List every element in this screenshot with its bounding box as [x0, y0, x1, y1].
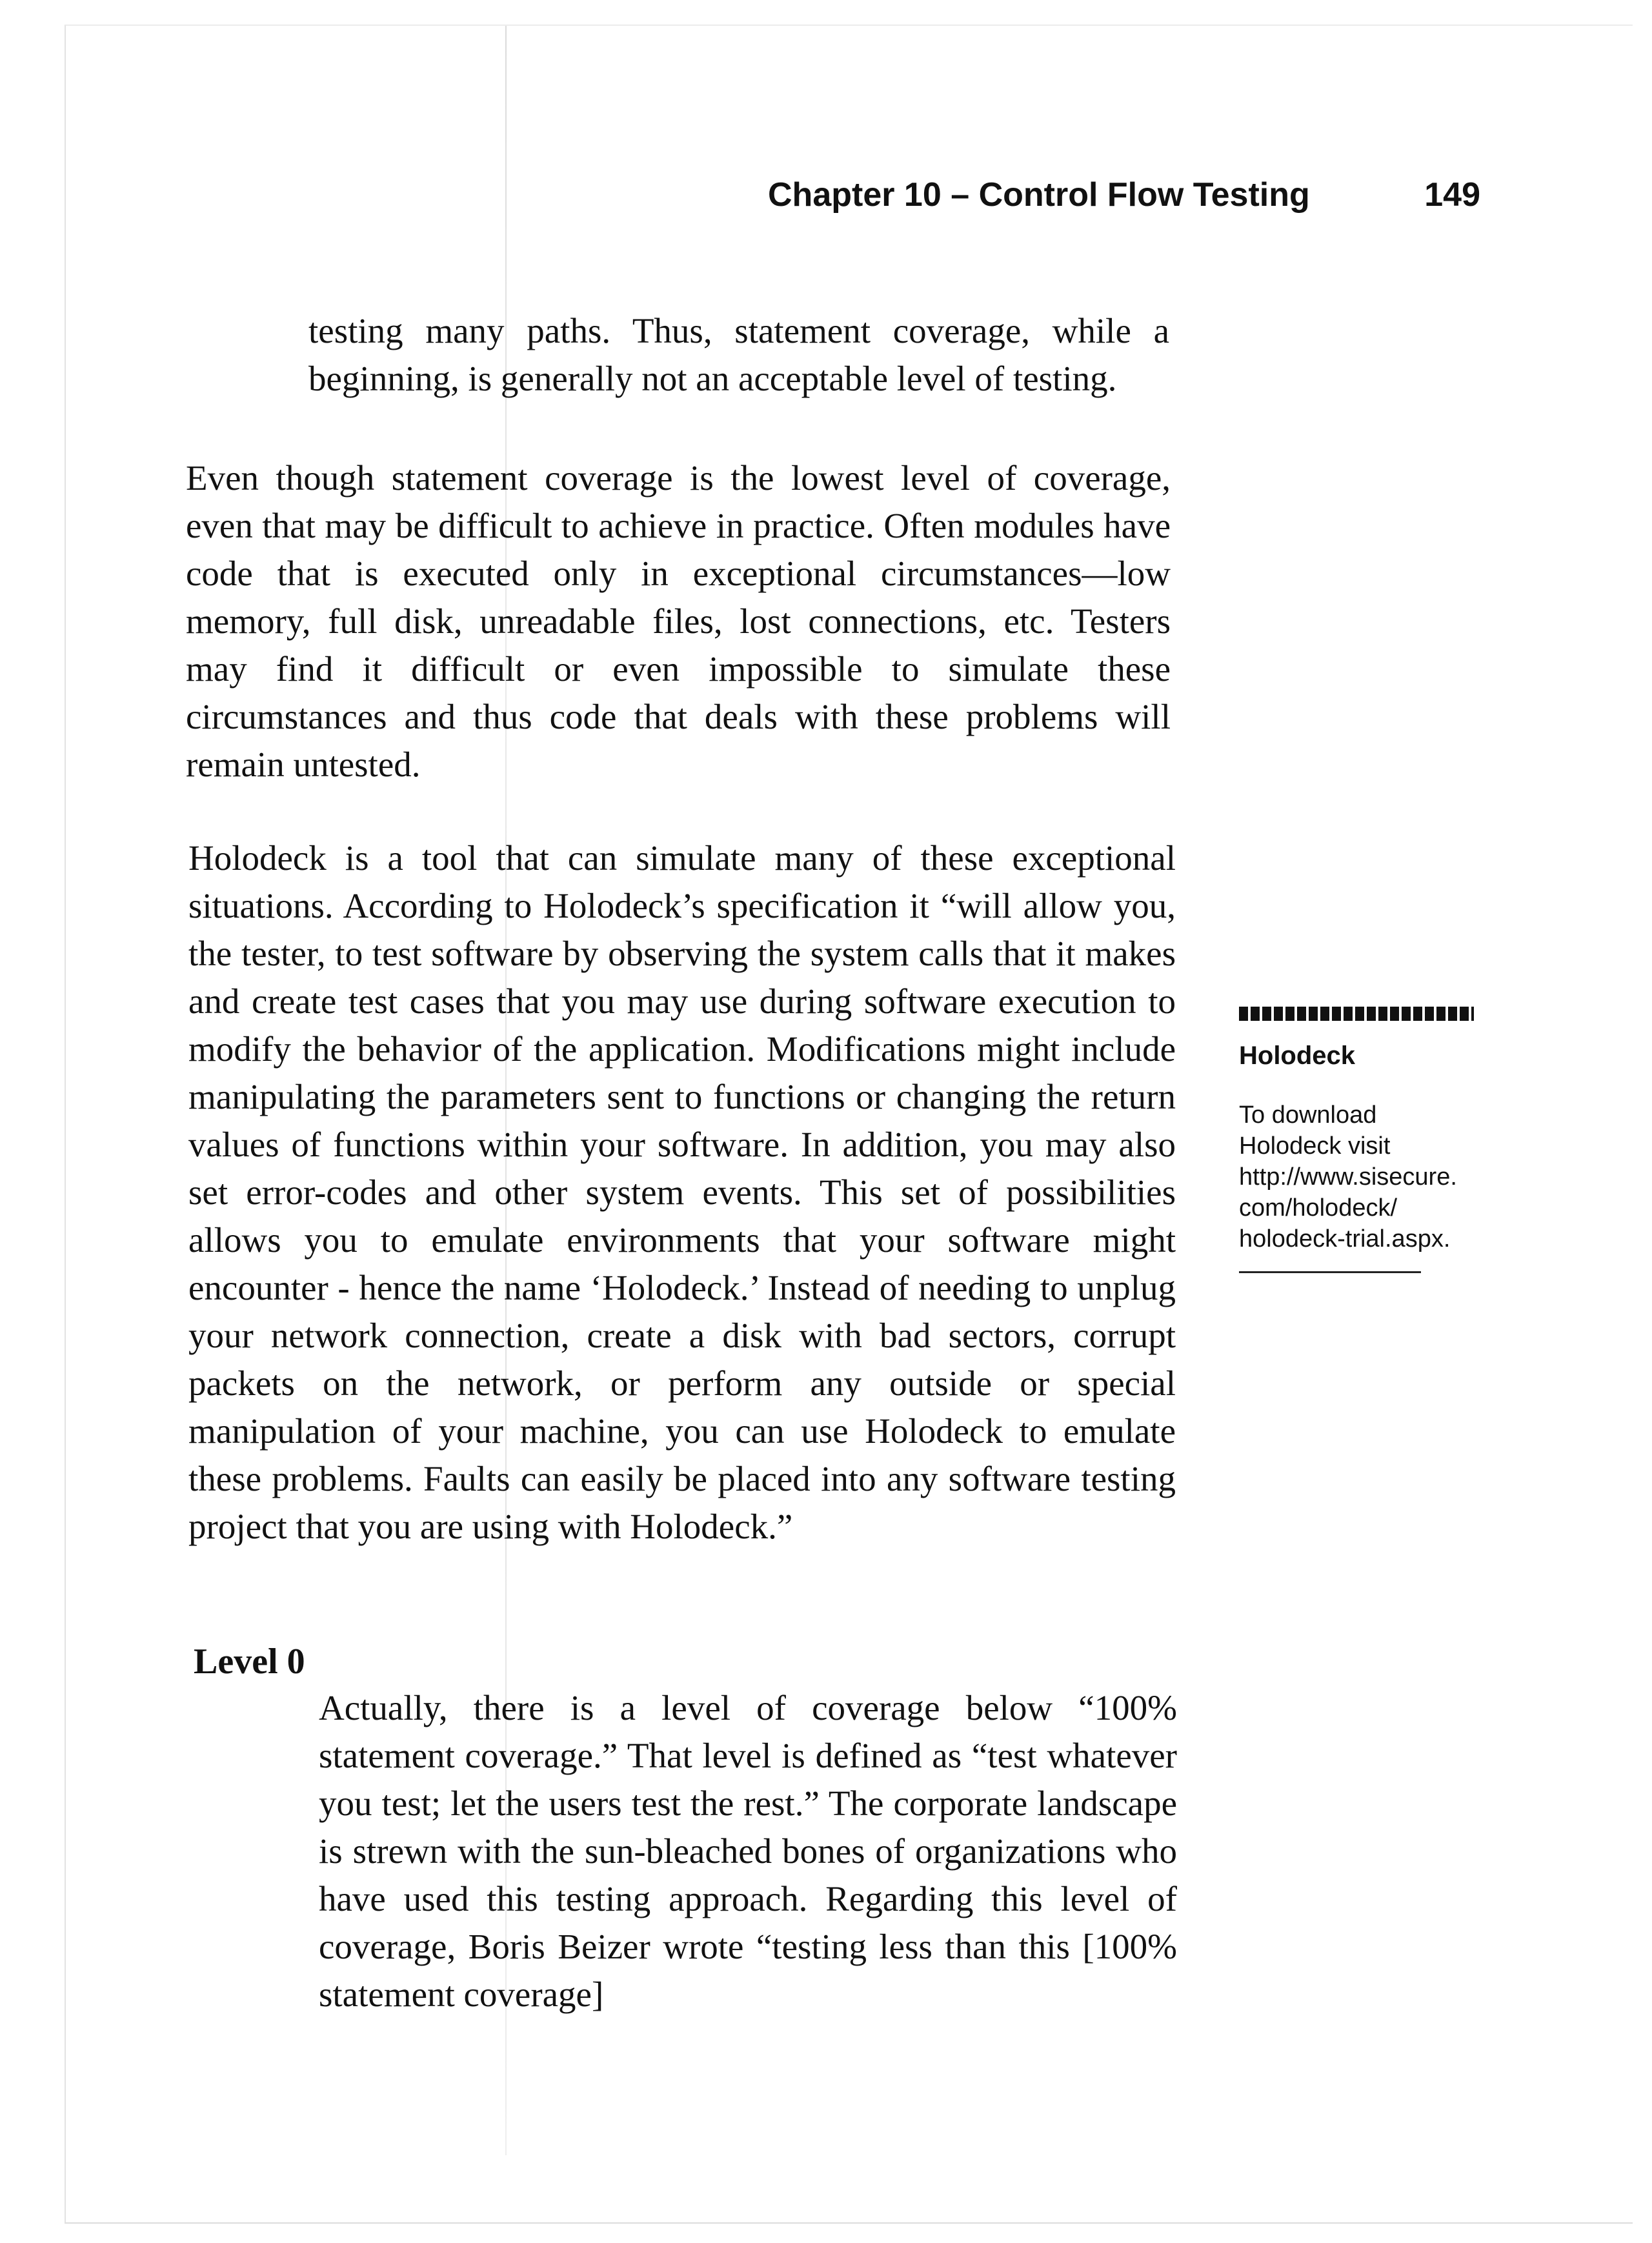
margin-note-top-rule [1239, 1007, 1474, 1021]
running-header [768, 176, 1504, 221]
paragraph-statement-coverage: Even though statement coverage is the lowest level of coverage, even that may be difficult to achieve in practice. Often modules have code that is executed only in exceptional circumstances—low memory, full disk, unreadable files, lost connections, etc. Testers may find it difficult or even impossible to simulate these circumstances and thus code that deals with these problems will remain untested. [186, 458, 1171, 784]
margin-note-bottom-rule [1239, 1271, 1421, 1273]
continued-paragraph: testing many paths. Thus, statement coverage, while a beginning, is generally not an acceptable level of testing. [308, 311, 1169, 398]
margin-note-text: To download Holodeck visit http://www.sisecure. com/holodeck/ holodeck-trial.aspx. [1239, 1101, 1457, 1252]
chapter-title: Chapter 10 – Control Flow Testing [768, 176, 1310, 214]
margin-note [1239, 1007, 1497, 1273]
margin-note-title: Holodeck [1239, 1041, 1356, 1070]
paragraph-level-0: Actually, there is a level of coverage below “100% statement coverage.” That level is defined as “test whatever you test; let the users test the rest.” The corporate landscape is strewn with the sun-bleached bones of organizations who have used this testing approach. Regarding this level of coverage, Boris Beizer wrote “testing less than this [100% statement coverage] [319, 1688, 1177, 2014]
page-number: 149 [1424, 176, 1480, 214]
section-heading-level-0: Level 0 [194, 1642, 305, 1682]
paragraph-holodeck: Holodeck is a tool that can simulate many of these exceptional situations. According to Holodeck’s specification it “will allow you, the tester, to test software by observing the system calls that it makes and create test cases that you may use during software execution to modify the behavior of the application. Modifications might include manipulating the parameters sent to functions or changing the return values of functions within your software. In addition, you may also set error-codes and other system events. This set of possibilities allows you to emulate environments that your software might encounter - hence the name ‘Holodeck.’ Instead of needing to unplug your network connection, create a disk with bad sectors, corrupt packets on the network, or perform any outside or special manipulation of your machine, you can use Holodeck to emulate these problems. Faults can easily be placed into any software testing project that you are using with Holodeck.” [188, 838, 1176, 1546]
